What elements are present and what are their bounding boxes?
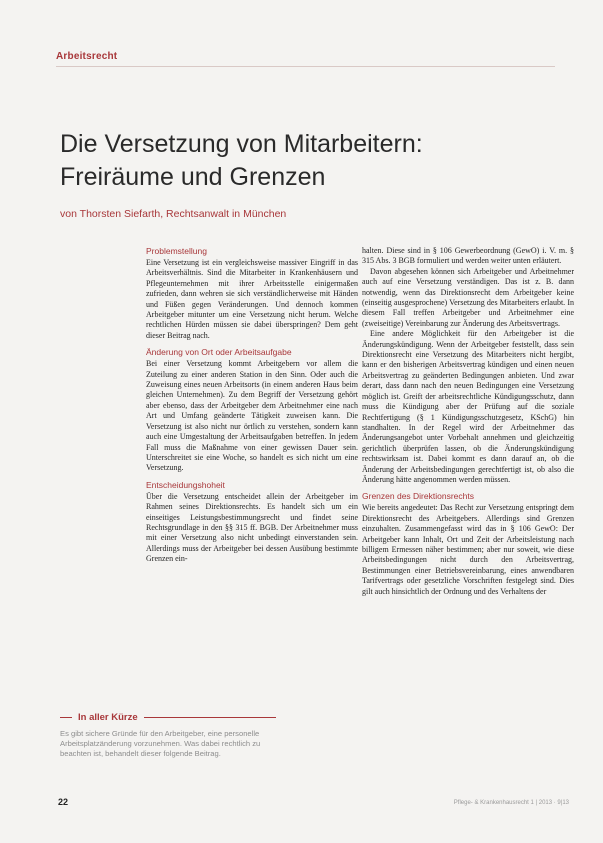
section-heading: Änderung von Ort oder Arbeitsaufgabe <box>146 347 292 358</box>
article-byline: von Thorsten Siefarth, Rechtsanwalt in München <box>60 208 287 220</box>
paragraph: Davon abgesehen können sich Arbeitgeber und Arbeitnehmer auch auf eine Versetzung verständigen. Das ist z. B. dann notwendig, wenn das Direktionsrecht dem Arbeitgeber keine (einseitig ausgesprochene) Versetzung des Mitarbeiters erlaubt. In diesem Fall treffen Arbeitgeber und Arbeitnehmer eine (zweiseitige) Vereinbarung zur Änderung des Arbeitsvertrags. <box>362 266 574 328</box>
heading-rule <box>60 717 72 718</box>
section-heading: Grenzen des Direktionsrechts <box>362 491 474 502</box>
paragraph: Eine Versetzung ist ein vergleichsweise massiver Eingriff in das Arbeitsverhältnis. Sind die Mitarbeiter in Krankenhäusern und Pflegeunternehmen mit ihrer Arbeitsstelle einigermaßen zufrieden, dann wehren sie sich verständlicherweise mit Händen und Füßen gegen Veränderungen. Und dennoch kommen Arbeitgeber mitunter um eine Versetzung nicht herum. Welche rechtlichen Hürden müssen sie dabei überspringen? Dem geht dieser Beitrag nach. <box>146 258 358 340</box>
summary-heading <box>60 712 276 723</box>
paragraph: Eine andere Möglichkeit für den Arbeitgeber ist die Änderungskündigung. Wenn der Arbeitgeber feststellt, dass sein Direktionsrecht eine Versetzung des Mitarbeiters nicht hergibt, kann er den bisherigen Arbeitsvertrag kündigen und einen neuen Arbeitsvertrag zu geänderten Bedingungen anbieten. Und zwar derart, dass dann nach den neuen Bedingungen eine Versetzung möglich ist. Greift der arbeitsrechtliche Kündigungsschutz, dann muss die Kündigung aber der Prüfung auf die soziale Rechtfertigung (§ 1 Kündigungsschutzgesetz, KSchG) hin standhalten. In der Regel wird der Arbeitnehmer das Änderungsangebot unter Vorbehalt annehmen und gleichzeitig gerichtlich überprüfen lassen, ob die Änderungskündigung rechtswirksam ist. Dabei kommt es dann darauf an, ob die Änderung der Arbeitsbedingungen gerechtfertigt ist, ob also die Änderung hätte angenommen werden müssen. <box>362 329 574 484</box>
section-kicker: Arbeitsrecht <box>56 51 118 62</box>
section-heading: Problemstellung <box>146 246 207 256</box>
section-aenderung <box>146 347 358 473</box>
summary-title: In aller Kürze <box>78 712 138 723</box>
paragraph: halten. Diese sind in § 106 Gewerbeordnung (GewO) i. V. m. § 315 Abs. 3 BGB formuliert und werden weiter unten erläutert. <box>362 246 574 266</box>
heading-rule <box>144 717 276 718</box>
right-column <box>362 246 574 597</box>
section-heading: Entscheidungshoheit <box>146 479 225 490</box>
paragraph: Wie bereits angedeutet: Das Recht zur Versetzung entspringt dem Direktionsrecht des Arbeitgebers. Allerdings sind Grenzen einzuhalten. Zusammengefasst wird das in § 106 GewO: Der Arbeitgeber kann Inhalt, Ort und Zeit der Arbeitsleistung nach billigem Ermessen näher bestimmen; aber nur soweit, wie diese Arbeitsbedingungen nicht durch den Arbeitsvertrag, Bestimmungen einer Betriebsvereinbarung, eines anwendbaren Tarifvertrags oder gesetzliche Vorschriften festgelegt sind. Dies gilt auch hinsichtlich der Ordnung und des Verhaltens der <box>362 503 574 596</box>
section-entscheidungshoheit <box>146 480 358 565</box>
article-title-line-2: Freiräume und Grenzen <box>60 163 326 191</box>
left-column <box>146 246 358 571</box>
header-divider <box>56 66 555 67</box>
paragraph: Bei einer Versetzung kommt Arbeitgebern vor allem die Zuteilung zu einer anderen Station in den Sinn. Oder auch die Zuweisung eines neuen Arbeitsorts (in einem anderen Haus beim gleichen Unternehmen). Zu dem Begriff der Versetzung gehört aber ebenso, dass der Arbeitgeber dem Arbeitnehmer eine nach Art und Umfang geänderte Tätigkeit zuweisen kann. Die Versetzung ist also nicht nur örtlich zu verstehen, sondern kann auch eine Umgestaltung der Arbeitsaufgaben betreffen. In jedem Fall muss die Maßnahme von einer gewissen Dauer sein. Unterschreitet sie eine Woche, so handelt es sich nicht um eine Versetzung. <box>146 359 358 473</box>
article-title <box>60 128 520 194</box>
article-title-line-1: Die Versetzung von Mitarbeitern: <box>60 130 423 158</box>
summary-text: Es gibt sichere Gründe für den Arbeitgeber, eine personelle Arbeitsplatzänderung vorzunehmen. Was dabei rechtlich zu beachten ist, behandelt dieser folgende Beitrag. <box>60 729 261 758</box>
journal-reference: Pflege- & Krankenhausrecht 1 | 2013 · 9|13 <box>453 800 569 806</box>
summary-box <box>60 712 276 759</box>
paragraph: Über die Versetzung entscheidet allein der Arbeitgeber im Rahmen seines Direktionsrechts. Es handelt sich um ein einseitiges Leistungsbestimmungsrecht und findet seine Rechtsgrundlage in den §§ 315 ff. BGB. Der Arbeitnehmer muss mit einer Versetzung also nicht unbedingt einverstanden sein. Allerdings muss der Arbeitgeber bei dessen Ausübung bestimmte Grenzen ein- <box>146 491 358 564</box>
page-number: 22 <box>58 797 69 807</box>
section-problemstellung <box>146 246 358 341</box>
